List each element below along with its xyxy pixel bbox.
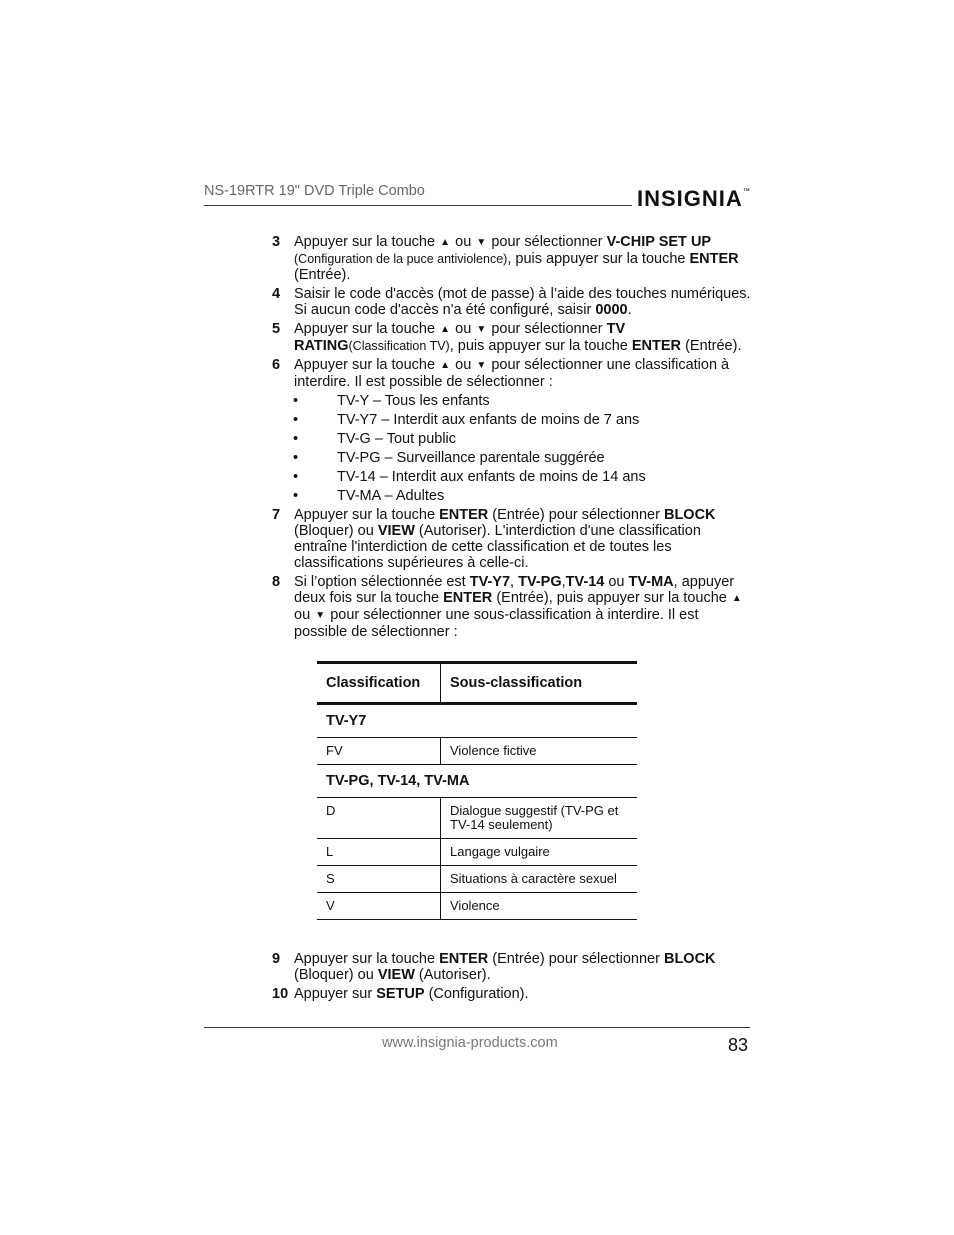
table-header-row [317, 663, 637, 704]
text: (Entrée), puis appuyer sur la touche [496, 590, 727, 606]
up-arrow-icon: ▲ [731, 593, 742, 604]
table-row [317, 738, 637, 765]
step-10 [272, 986, 752, 1002]
step-number: 4 [272, 286, 281, 302]
subclassification-table [317, 661, 637, 920]
text: Si l’option sélectionnée est [294, 574, 466, 590]
step-number: 3 [272, 234, 281, 250]
key-label: SETUP [376, 986, 425, 1002]
header-title: NS-19RTR 19" DVD Triple Combo [204, 183, 425, 199]
key-label: TV-PG [518, 574, 562, 590]
bullet-icon: • [293, 393, 299, 409]
group-title: TV-Y7 [317, 704, 637, 738]
text: Appuyer sur [294, 986, 373, 1002]
key-label: 0000 [595, 302, 628, 318]
key-label: ENTER [439, 951, 489, 967]
step-3 [272, 234, 752, 283]
step-7 [272, 507, 752, 571]
column-header: Classification [317, 663, 441, 704]
bullet-icon: • [293, 488, 299, 504]
key-label: VIEW [377, 523, 415, 539]
list-item-text: TV-Y7 – Interdit aux enfants de moins de 7 ans [337, 412, 640, 428]
table-cell: Situations à caractère sexuel [441, 866, 638, 893]
table-group-row [317, 704, 637, 738]
page-number: 83 [728, 1035, 749, 1055]
brand-name: INSIGNIA [637, 186, 743, 211]
step-text [294, 574, 752, 640]
footer-divider [204, 1027, 750, 1028]
bullet-icon: • [293, 450, 299, 466]
text: Appuyer sur la touche [294, 234, 436, 250]
table-cell: Violence fictive [441, 738, 638, 765]
table-cell: Langage vulgaire [441, 839, 638, 866]
step-number: 10 [272, 986, 289, 1002]
step-4 [272, 286, 752, 318]
list-item [272, 431, 752, 447]
down-arrow-icon: ▼ [476, 360, 487, 371]
bullet-icon: • [293, 412, 299, 428]
list-item [272, 412, 752, 428]
table-row [317, 839, 637, 866]
step-text [294, 357, 752, 390]
key-label: TV-MA [628, 574, 674, 590]
step-9 [272, 951, 752, 983]
step-text [294, 986, 752, 1002]
key-label: VIEW [377, 967, 415, 983]
bullet-icon: • [293, 431, 299, 447]
text: , [561, 574, 566, 590]
group-title: TV-PG, TV-14, TV-MA [317, 765, 637, 798]
text: , puis appuyer sur la touche [449, 338, 628, 354]
text: ou [455, 234, 472, 250]
column-header: Sous-classification [441, 663, 638, 704]
text: ou [455, 357, 472, 373]
text: pour sélectionner [491, 321, 603, 337]
step-5 [272, 321, 752, 354]
header-divider [204, 205, 632, 206]
table-cell: D [317, 798, 441, 839]
key-label: BLOCK [663, 507, 716, 523]
text: , puis appuyer sur la touche [507, 251, 686, 267]
table-cell: L [317, 839, 441, 866]
up-arrow-icon: ▲ [440, 237, 451, 248]
key-label: ENTER [439, 507, 489, 523]
step-6 [272, 357, 752, 390]
table-cell: S [317, 866, 441, 893]
list-item-text: TV-PG – Surveillance parentale suggérée [337, 450, 605, 466]
note: (Classification TV) [348, 339, 450, 353]
table-group-row [317, 765, 637, 798]
text: , appuyer deux fois sur la touche [294, 574, 735, 606]
table-cell: FV [317, 738, 441, 765]
key-label: ENTER [443, 590, 493, 606]
down-arrow-icon: ▼ [476, 237, 487, 248]
text: (Entrée) pour sélectionner [492, 507, 660, 523]
text: , [510, 574, 515, 590]
list-item-text: TV-MA – Adultes [337, 488, 445, 504]
key-label: TV RATING [294, 321, 626, 354]
step-8 [272, 574, 752, 640]
note: (Configuration de la puce antiviolence) [294, 252, 508, 266]
down-arrow-icon: ▼ [476, 324, 487, 335]
text: Appuyer sur la touche [294, 321, 436, 337]
key-label: BLOCK [663, 951, 716, 967]
text: (Bloquer) ou [294, 967, 374, 983]
key-label: TV-Y7 [469, 574, 511, 590]
list-item [272, 488, 752, 504]
text: (Entrée). [294, 267, 351, 283]
key-label: V-CHIP SET UP [606, 234, 712, 250]
step-number: 8 [272, 574, 281, 590]
text: pour sélectionner une classification à interdire. Il est possible de sélectionner : [294, 357, 730, 390]
list-item [272, 469, 752, 485]
step-number: 6 [272, 357, 281, 373]
step-number: 9 [272, 951, 281, 967]
step-number: 5 [272, 321, 281, 337]
key-label: ENTER [689, 251, 739, 267]
list-item [272, 450, 752, 466]
list-item-text: TV-14 – Interdit aux enfants de moins de 14 ans [337, 469, 646, 485]
key-label: TV-14 [565, 574, 605, 590]
text: Appuyer sur la touche [294, 951, 436, 967]
table-row [317, 893, 637, 920]
step-text [294, 507, 752, 571]
text: . [627, 302, 632, 318]
footer-url: www.insignia-products.com [382, 1035, 558, 1051]
step-text [294, 951, 752, 983]
down-arrow-icon: ▼ [315, 610, 326, 621]
step-text [294, 321, 752, 354]
table-cell: Dialogue suggestif (TV-PG et TV-14 seulement) [441, 798, 638, 839]
text: (Autoriser). [418, 967, 491, 983]
instructions-continued [272, 951, 752, 1005]
text: (Autoriser). L'interdiction d'une classification entraîne l'interdiction de cette classification et de toutes les classifications supérieures à celle-ci. [294, 523, 701, 571]
text: (Entrée) pour sélectionner [492, 951, 660, 967]
brand-logo [637, 186, 751, 212]
table-cell: Violence [441, 893, 638, 920]
bullet-icon: • [293, 469, 299, 485]
table-cell: V [317, 893, 441, 920]
up-arrow-icon: ▲ [440, 324, 451, 335]
rating-list [272, 393, 752, 504]
text: ou [455, 321, 472, 337]
text: pour sélectionner une sous-classification à interdire. Il est possible de sélectionner : [294, 607, 699, 640]
text: ou [608, 574, 625, 590]
key-label: ENTER [631, 338, 682, 354]
text: (Bloquer) ou [294, 523, 374, 539]
text: ou [294, 607, 311, 623]
list-item-text: TV-Y – Tous les enfants [337, 393, 490, 409]
table-row [317, 798, 637, 839]
text: Appuyer sur la touche [294, 357, 436, 373]
up-arrow-icon: ▲ [440, 360, 451, 371]
text: Saisir le code d'accès (mot de passe) à l’aide des touches numériques. Si aucun code d'accès n'a été configuré, saisir [294, 286, 751, 318]
step-text [294, 234, 752, 283]
table-row [317, 866, 637, 893]
text: Appuyer sur la touche [294, 507, 436, 523]
text: (Configuration). [428, 986, 529, 1002]
list-item [272, 393, 752, 409]
text: (Entrée). [685, 338, 742, 354]
text: pour sélectionner [491, 234, 603, 250]
step-text [294, 286, 752, 318]
instructions [272, 234, 752, 643]
trademark-mark: ™ [742, 188, 751, 195]
list-item-text: TV-G – Tout public [337, 431, 457, 447]
step-number: 7 [272, 507, 281, 523]
